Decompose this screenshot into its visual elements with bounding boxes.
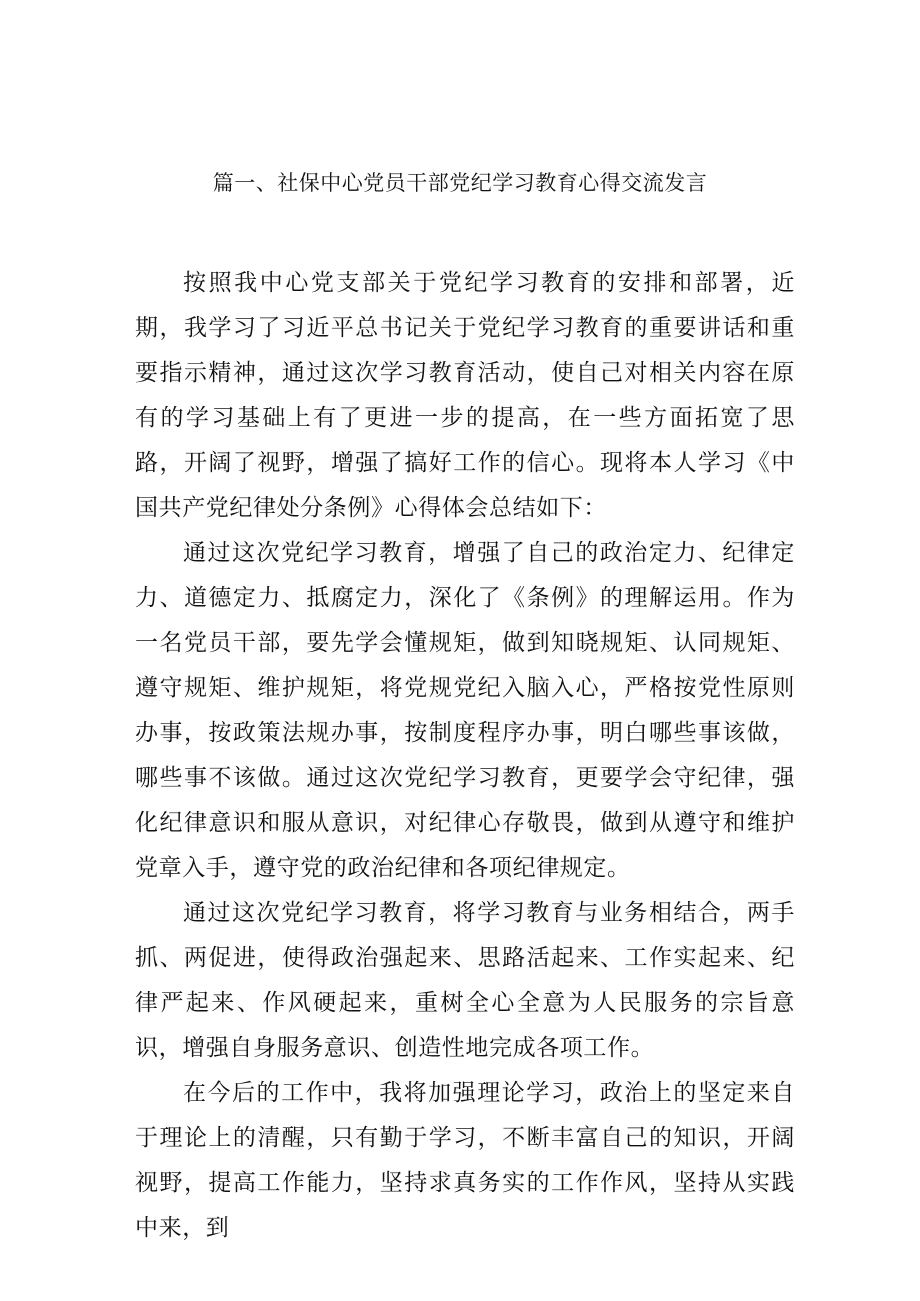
document-title: 篇一、社保中心党员干部党纪学习教育心得交流发言 [212, 171, 708, 195]
paragraph-2: 通过这次党纪学习教育，增强了自己的政治定力、纪律定力、道德定力、抵腐定力，深化了《条例》的理解运用。作为一名党员干部，要先学会懂规矩，做到知晓规矩、认同规矩、遵守规矩、维护规矩，将党规党纪入脑入心，严格按党性原则办事，按政策法规办事，按制度程序办事，明白哪些事该做，哪些事不该做。通过这次党纪学习教育，更要学会守纪律，强化纪律意识和服从意识，对纪律心存敬畏，做到从遵守和维护党章入手，遵守党的政治纪律和各项纪律规定。 [135, 540, 795, 881]
paragraph-4: 在今后的工作中，我将加强理论学习，政治上的坚定来自于理论上的清醒，只有勤于学习，不断丰富自己的知识，开阔视野，提高工作能力，坚持求真务实的工作作风，坚持从实践中来，到 [135, 1080, 795, 1241]
document-body [135, 261, 795, 1251]
paragraph-1: 按照我中心党支部关于党纪学习教育的安排和部署，近期，我学习了习近平总书记关于党纪学习教育的重要讲话和重要指示精神，通过这次学习教育活动，使自己对相关内容在原有的学习基础上有了更进一步的提高，在一些方面拓宽了思路，开阔了视野，增强了搞好工作的信心。现将本人学习《中国共产党纪律处分条例》心得体会总结如下： [135, 270, 795, 521]
paragraph-3: 通过这次党纪学习教育，将学习教育与业务相结合，两手抓、两促进，使得政治强起来、思路活起来、工作实起来、纪律严起来、作风硬起来，重树全心全意为人民服务的宗旨意识，增强自身服务意识、创造性地完成各项工作。 [135, 900, 795, 1061]
